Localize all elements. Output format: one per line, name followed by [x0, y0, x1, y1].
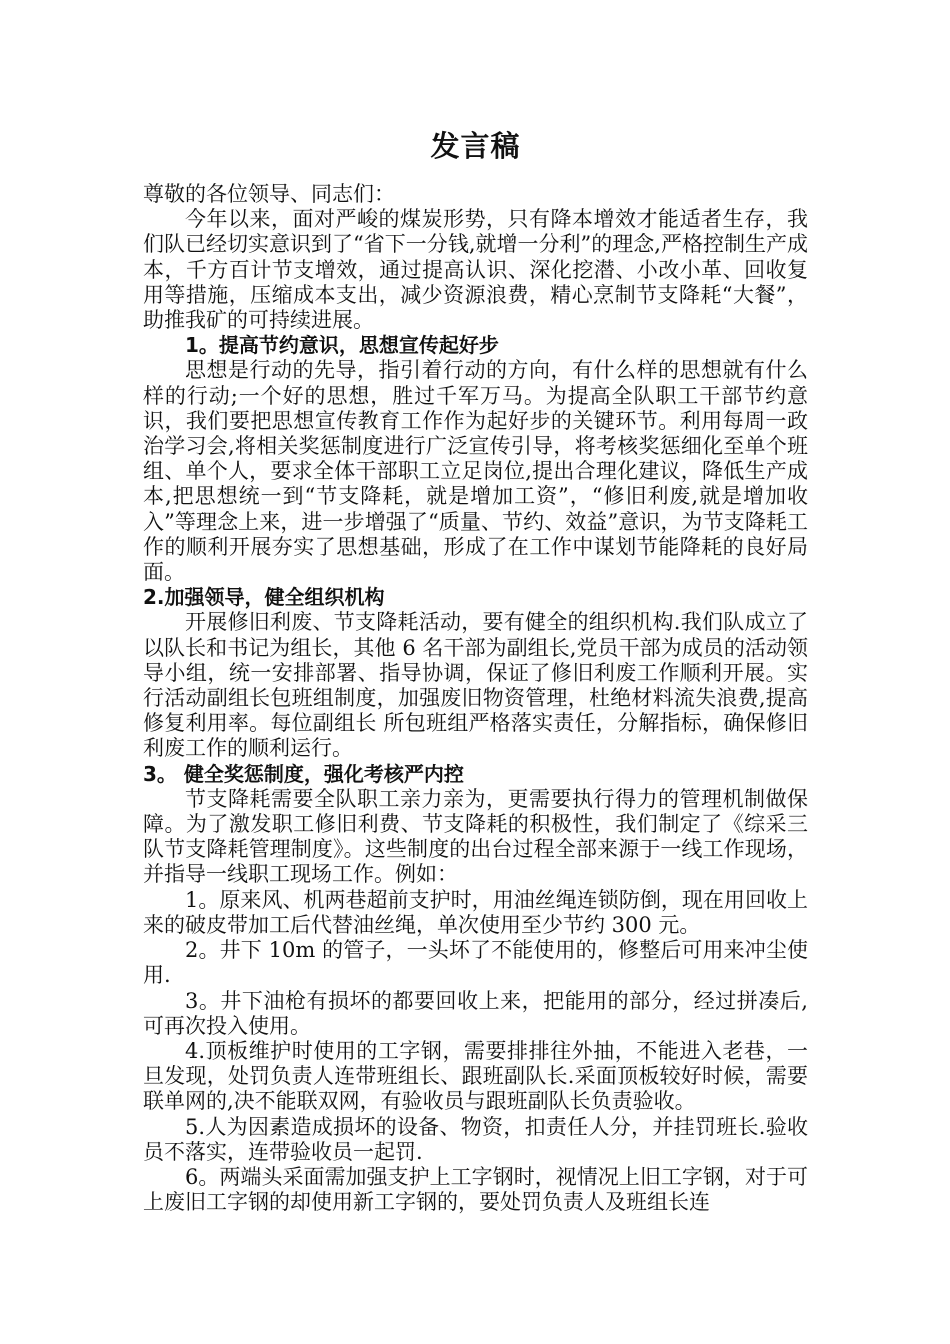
document-body: [143, 128, 808, 1215]
list-item-1: 1。原来风、机两巷超前支护时，用油丝绳连锁防倒，现在用回收上来的破皮带加工后代替油丝绳，单次使用至少节约 300 元。: [143, 887, 808, 937]
section-3-paragraph: 节支降耗需要全队职工亲力亲为，更需要执行得力的管理机制做保障。为了激发职工修旧利费、节支降耗的积极性，我们制定了《综采三队节支降耗管理制度》。这些制度的出台过程全部来源于一线工作现场，并指导一线职工现场工作。例如：: [143, 786, 808, 887]
section-2-paragraph: 开展修旧利废、节支降耗活动，要有健全的组织机构.我们队成立了以队长和书记为组长，其他 6 名干部为副组长,党员干部为成员的活动领导小组，统一安排部署、指导协调，保证了修旧利废工作顺利开展。实行活动副组长包班组制度，加强废旧物资管理，杜绝材料流失浪费,提高修复利用率。每位副组长 所包班组严格落实责任，分解指标，确保修旧利废工作的顺利运行。: [143, 610, 808, 761]
list-item-5: 5.人为因素造成损坏的设备、物资，扣责任人分，并挂罚班长.验收员不落实，连带验收员一起罚.: [143, 1114, 808, 1164]
intro-paragraph: 今年以来，面对严峻的煤炭形势，只有降本增效才能适者生存，我们队已经切实意识到了“省下一分钱,就增一分利”的理念,严格控制生产成本，千方百计节支增效，通过提高认识、深化挖潜、小改小革、回收复用等措施，压缩成本支出，减少资源浪费，精心烹制节支降耗“大餐”，助推我矿的可持续进展。: [143, 207, 808, 333]
section-heading-3: 3。 健全奖惩制度，强化考核严内控: [143, 761, 464, 786]
list-item-6: 6。两端头采面需加强支护上工字钢时，视情况上旧工字钢，对于可上废旧工字钢的却使用新工字钢的，要处罚负责人及班组长连: [143, 1164, 808, 1215]
page-title: 发言稿: [430, 129, 521, 163]
list-item-3: 3。井下油枪有损坏的都要回收上来，把能用的部分，经过拼凑后,可再次投入使用。: [143, 988, 808, 1038]
section-1-paragraph: 思想是行动的先导，指引着行动的方向，有什么样的思想就有什么样的行动;一个好的思想，胜过千军万马。为提高全队职工干部节约意识，我们要把思想宣传教育工作作为起好步的关键环节。利用每周一政治学习会,将相关奖惩制度进行广泛宣传引导，将考核奖惩细化至单个班组、单个人，要求全体干部职工立足岗位,提出合理化建议，降低生产成本,把思想统一到“节支降耗，就是增加工资”，“修旧利废,就是增加收入”等理念上来，进一步增强了“质量、节约、效益”意识，为节支降耗工作的顺利开展夯实了思想基础，形成了在工作中谋划节能降耗的良好局面。: [143, 358, 808, 585]
salutation: 尊敬的各位领导、同志们：: [143, 182, 395, 206]
section-heading-2: 2.加强领导，健全组织机构: [143, 585, 385, 610]
list-item-4: 4.顶板维护时使用的工字钢，需要排排往外抽，不能进入老巷，一旦发现，处罚负责人连带班组长、跟班副队长.采面顶板较好时候，需要联单网的,决不能联双网，有验收员与跟班副队长负责验收。: [143, 1038, 808, 1114]
section-heading-1: 1。提高节约意识，思想宣传起好步: [185, 333, 499, 358]
list-item-2: 2。井下 10m 的管子，一头坏了不能使用的，修整后可用来冲尘使用.: [143, 938, 808, 988]
